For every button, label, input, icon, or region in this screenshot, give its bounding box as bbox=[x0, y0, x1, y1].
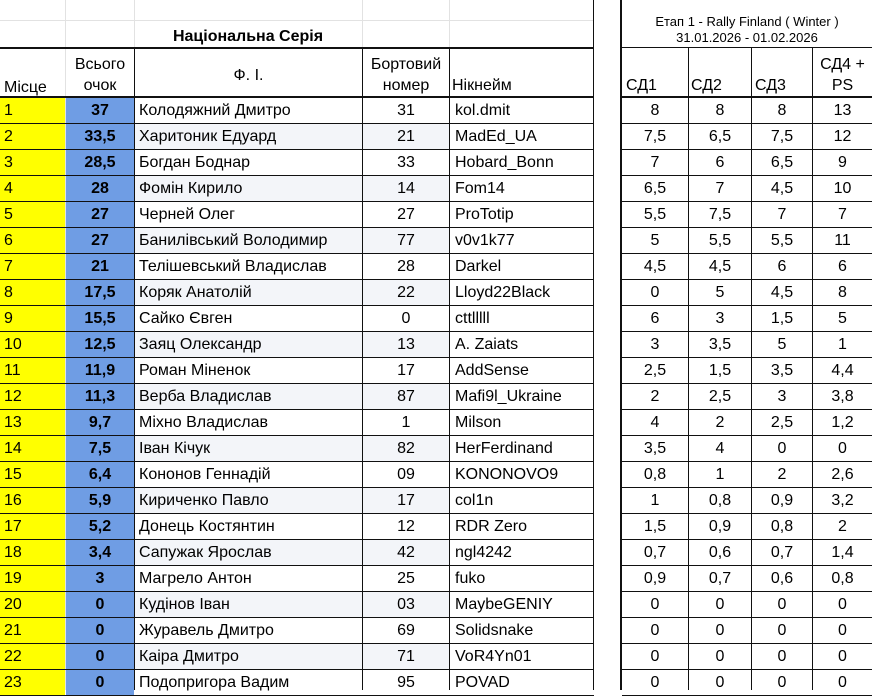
sd4-cell: 13 bbox=[833, 102, 852, 119]
header-border bbox=[0, 47, 594, 49]
col-header-place: Місце bbox=[4, 79, 47, 96]
points-cell: 12,5 bbox=[66, 332, 134, 358]
sd2-cell: 1 bbox=[715, 466, 725, 483]
sd4-cell: 5 bbox=[838, 310, 847, 327]
car-number-cell: 14 bbox=[363, 176, 449, 202]
driver-name-cell: Магрело Антон bbox=[139, 570, 252, 587]
sd3-cell: 2,5 bbox=[770, 414, 794, 431]
sd2-cell: 2,5 bbox=[708, 388, 732, 405]
points-cell: 27 bbox=[66, 202, 134, 228]
sd1-cell: 2 bbox=[650, 388, 660, 405]
nickname-cell: MaybeGENIY bbox=[455, 596, 553, 613]
sd4-cell: 0 bbox=[838, 440, 847, 457]
col-header-points-line2: очок bbox=[83, 77, 117, 94]
header-border bbox=[622, 96, 872, 98]
sd1-cell: 2,5 bbox=[643, 362, 667, 379]
points-cell: 11,3 bbox=[66, 384, 134, 410]
driver-name-cell: Колодяжний Дмитро bbox=[139, 102, 291, 119]
place-cell: 20 bbox=[0, 592, 65, 618]
driver-name-cell: Телішевський Владислав bbox=[139, 258, 327, 275]
driver-name-cell: Кириченко Павло bbox=[135, 488, 362, 514]
driver-name-cell: Верба Владислав bbox=[135, 384, 362, 410]
sd3-cell: 0 bbox=[777, 596, 787, 613]
car-number-cell: 09 bbox=[397, 466, 415, 483]
driver-name-cell: Сайко Євген bbox=[139, 310, 233, 327]
table-border bbox=[620, 0, 622, 690]
sd2-cell: 7,5 bbox=[708, 206, 732, 223]
sd1-cell: 7,5 bbox=[643, 128, 667, 145]
sd3-cell: 4,5 bbox=[770, 180, 794, 197]
driver-name-cell: Заяц Олександр bbox=[135, 332, 362, 358]
sd1-cell: 3,5 bbox=[643, 440, 667, 457]
sd3-cell: 0 bbox=[777, 674, 787, 691]
column-border bbox=[134, 48, 135, 690]
sd1-cell: 6 bbox=[650, 310, 660, 327]
sd3-cell: 5,5 bbox=[770, 232, 794, 249]
nickname-cell: col1n bbox=[455, 492, 494, 509]
nickname-cell: A. Zaiats bbox=[455, 336, 519, 353]
sd3-cell: 2 bbox=[777, 466, 787, 483]
place-cell: 21 bbox=[0, 618, 65, 644]
points-cell: 7,5 bbox=[66, 436, 134, 462]
sd2-cell: 0,9 bbox=[708, 518, 732, 535]
points-cell: 0 bbox=[66, 618, 134, 644]
place-cell: 7 bbox=[0, 254, 65, 280]
place-cell: 18 bbox=[0, 540, 65, 566]
stage-title: Етап 1 - Rally Finland ( Winter ) bbox=[655, 14, 839, 29]
points-cell: 33,5 bbox=[66, 124, 134, 150]
car-number-cell: 71 bbox=[363, 644, 449, 670]
sd1-cell: 4,5 bbox=[643, 258, 667, 275]
driver-name-cell: Сапужак Ярослав bbox=[135, 540, 362, 566]
car-number-cell: 17 bbox=[397, 362, 415, 379]
nickname-cell: Solidsnake bbox=[455, 622, 534, 639]
sd2-cell: 1,5 bbox=[708, 362, 732, 379]
sd1-cell: 0 bbox=[650, 622, 660, 639]
sd2-cell: 5 bbox=[715, 284, 725, 301]
car-number-cell: 13 bbox=[363, 332, 449, 358]
sd4-cell: 3,8 bbox=[831, 388, 854, 405]
nickname-cell: POVAD bbox=[455, 674, 510, 691]
sd1-cell: 0,8 bbox=[643, 466, 667, 483]
sd1-cell: 7 bbox=[650, 154, 660, 171]
points-cell: 5,2 bbox=[66, 514, 134, 540]
nickname-cell: v0v1k77 bbox=[455, 232, 515, 249]
car-number-cell: 82 bbox=[363, 436, 449, 462]
sd4-cell: 7 bbox=[838, 206, 847, 223]
points-cell: 28 bbox=[66, 176, 134, 202]
nickname-cell: RDR Zero bbox=[455, 518, 528, 535]
nickname-cell: Milson bbox=[455, 414, 502, 431]
sd1-cell: 0 bbox=[650, 674, 660, 691]
column-border bbox=[812, 48, 813, 690]
driver-name-cell: Коряк Анатолій bbox=[135, 280, 362, 306]
place-cell: 14 bbox=[0, 436, 65, 462]
sd4-cell: 1,4 bbox=[831, 544, 854, 561]
col-header-sd4-line1: СД4 + bbox=[820, 56, 865, 73]
sd3-cell: 0 bbox=[777, 648, 787, 665]
grid-line bbox=[449, 0, 450, 48]
car-number-cell: 0 bbox=[401, 310, 411, 327]
sd4-cell: 10 bbox=[833, 180, 852, 197]
sd3-cell: 0 bbox=[777, 440, 787, 457]
place-cell: 9 bbox=[0, 306, 65, 332]
sd3-cell: 7,5 bbox=[770, 128, 794, 145]
nickname-cell: ngl4242 bbox=[455, 544, 512, 561]
sd4-cell: 4,4 bbox=[831, 362, 854, 379]
grid-line bbox=[0, 20, 594, 21]
sd2-cell: 3 bbox=[715, 310, 725, 327]
car-number-cell: 95 bbox=[397, 674, 415, 691]
sd2-cell: 4,5 bbox=[708, 258, 732, 275]
sd4-cell: 12 bbox=[833, 128, 852, 145]
sd1-cell: 0 bbox=[650, 648, 660, 665]
points-cell: 15,5 bbox=[66, 306, 134, 332]
points-cell: 11,9 bbox=[66, 358, 134, 384]
header-border bbox=[0, 96, 594, 98]
car-number-cell: 87 bbox=[363, 384, 449, 410]
sd3-cell: 3 bbox=[777, 388, 787, 405]
place-cell: 23 bbox=[0, 670, 65, 696]
sd4-cell: 0 bbox=[838, 622, 847, 639]
stage-dates: 31.01.2026 - 01.02.2026 bbox=[676, 30, 818, 45]
sd1-cell: 1,5 bbox=[643, 518, 667, 535]
sd4-cell: 6 bbox=[838, 258, 847, 275]
car-number-cell: 17 bbox=[363, 488, 449, 514]
sd2-cell: 0 bbox=[715, 648, 725, 665]
sd3-cell: 6,5 bbox=[770, 154, 794, 171]
column-border bbox=[751, 48, 752, 690]
sd2-cell: 0,7 bbox=[708, 570, 732, 587]
col-header-number-line2: номер bbox=[382, 77, 430, 94]
place-cell: 17 bbox=[0, 514, 65, 540]
place-cell: 6 bbox=[0, 228, 65, 254]
sd3-cell: 5 bbox=[777, 336, 787, 353]
car-number-cell: 28 bbox=[397, 258, 415, 275]
points-cell: 9,7 bbox=[66, 410, 134, 436]
sd3-cell: 8 bbox=[777, 102, 787, 119]
sd2-cell: 5,5 bbox=[708, 232, 732, 249]
sd3-cell: 7 bbox=[777, 206, 787, 223]
place-cell: 11 bbox=[0, 358, 65, 384]
grid-line bbox=[362, 0, 363, 48]
nickname-cell: Mafi9l_Ukraine bbox=[455, 388, 562, 405]
series-title: Національна Серія bbox=[172, 28, 324, 45]
sd3-cell: 3,5 bbox=[770, 362, 794, 379]
sd2-cell: 0 bbox=[715, 596, 725, 613]
driver-name-cell: Журавель Дмитро bbox=[139, 622, 274, 639]
sd1-cell: 4 bbox=[650, 414, 660, 431]
sd3-cell: 0,7 bbox=[770, 544, 794, 561]
car-number-cell: 33 bbox=[397, 154, 415, 171]
sd2-cell: 0,6 bbox=[708, 544, 732, 561]
sd2-cell: 7 bbox=[715, 180, 725, 197]
sd1-cell: 1 bbox=[650, 492, 660, 509]
points-cell: 21 bbox=[66, 254, 134, 280]
driver-name-cell: Іван Кічук bbox=[135, 436, 362, 462]
place-cell: 3 bbox=[0, 150, 65, 176]
sd2-cell: 2 bbox=[715, 414, 725, 431]
place-cell: 13 bbox=[0, 410, 65, 436]
sd1-cell: 6,5 bbox=[643, 180, 667, 197]
sd4-cell: 0,8 bbox=[831, 570, 854, 587]
points-cell: 27 bbox=[66, 228, 134, 254]
car-number-cell: 31 bbox=[397, 102, 415, 119]
column-border bbox=[362, 48, 363, 690]
nickname-cell: ProTotip bbox=[455, 206, 514, 223]
table-border bbox=[593, 0, 594, 690]
sd1-cell: 5,5 bbox=[643, 206, 667, 223]
points-cell: 37 bbox=[66, 98, 134, 124]
sd2-cell: 6,5 bbox=[708, 128, 732, 145]
col-header-sd1: СД1 bbox=[626, 77, 657, 94]
car-number-cell: 21 bbox=[363, 124, 449, 150]
driver-name-cell: Міхно Владислав bbox=[139, 414, 268, 431]
nickname-cell: VoR4Yn01 bbox=[455, 648, 532, 665]
sd3-cell: 0,9 bbox=[770, 492, 794, 509]
sd4-cell: 2 bbox=[838, 518, 847, 535]
column-border bbox=[688, 48, 689, 690]
sd4-cell: 3,2 bbox=[831, 492, 854, 509]
col-header-sd2: СД2 bbox=[691, 77, 722, 94]
place-cell: 10 bbox=[0, 332, 65, 358]
driver-name-cell: Кудінов Іван bbox=[135, 592, 362, 618]
car-number-cell: 12 bbox=[397, 518, 415, 535]
car-number-cell: 25 bbox=[397, 570, 415, 587]
sd4-cell: 1 bbox=[838, 336, 847, 353]
driver-name-cell: Роман Міненок bbox=[139, 362, 251, 379]
sd1-cell: 5 bbox=[650, 232, 660, 249]
driver-name-cell: Черней Олег bbox=[139, 206, 235, 223]
sd4-cell: 0 bbox=[838, 648, 847, 665]
sd1-cell: 0 bbox=[650, 284, 660, 301]
nickname-cell: AddSense bbox=[455, 362, 529, 379]
sd2-cell: 8 bbox=[715, 102, 725, 119]
points-cell: 3 bbox=[66, 566, 134, 592]
sd3-cell: 0,6 bbox=[770, 570, 794, 587]
place-cell: 19 bbox=[0, 566, 65, 592]
place-cell: 15 bbox=[0, 462, 65, 488]
nickname-cell: HerFerdinand bbox=[455, 440, 553, 457]
sd2-cell: 0 bbox=[715, 674, 725, 691]
sd1-cell: 0 bbox=[650, 596, 660, 613]
place-cell: 1 bbox=[0, 98, 65, 124]
points-cell: 6,4 bbox=[66, 462, 134, 488]
driver-name-cell: Донець Костянтин bbox=[139, 518, 275, 535]
sd4-cell: 8 bbox=[838, 284, 847, 301]
points-cell: 28,5 bbox=[66, 150, 134, 176]
header-border bbox=[622, 47, 872, 48]
sd2-cell: 0,8 bbox=[708, 492, 732, 509]
sd3-cell: 0,8 bbox=[770, 518, 794, 535]
sd3-cell: 6 bbox=[777, 258, 787, 275]
col-header-points-line1: Всього bbox=[74, 56, 126, 73]
place-cell: 16 bbox=[0, 488, 65, 514]
col-header-sd4-line2: PS bbox=[831, 77, 854, 94]
sd1-cell: 3 bbox=[650, 336, 660, 353]
driver-name-cell: Кононов Геннадій bbox=[139, 466, 271, 483]
nickname-cell: Fom14 bbox=[455, 180, 505, 197]
col-header-nick: Нікнейм bbox=[452, 77, 512, 94]
place-cell: 5 bbox=[0, 202, 65, 228]
points-cell: 0 bbox=[66, 592, 134, 618]
sd2-cell: 6 bbox=[715, 154, 725, 171]
nickname-cell: KONONOVO9 bbox=[455, 466, 559, 483]
place-cell: 4 bbox=[0, 176, 65, 202]
col-header-name: Ф. І. bbox=[233, 67, 264, 84]
points-cell: 3,4 bbox=[66, 540, 134, 566]
nickname-cell: fuko bbox=[455, 570, 486, 587]
sd2-cell: 0 bbox=[715, 622, 725, 639]
sd4-cell: 1,2 bbox=[831, 414, 854, 431]
sd4-cell: 0 bbox=[838, 596, 847, 613]
driver-name-cell: Харитоник Едуард bbox=[135, 124, 362, 150]
sd2-cell: 4 bbox=[715, 440, 725, 457]
sd1-cell: 0,9 bbox=[643, 570, 667, 587]
points-cell: 5,9 bbox=[66, 488, 134, 514]
car-number-cell: 03 bbox=[363, 592, 449, 618]
nickname-cell: cttlllll bbox=[455, 310, 490, 327]
car-number-cell: 27 bbox=[397, 206, 415, 223]
driver-name-cell: Подопригора Вадим bbox=[139, 674, 290, 691]
sd4-cell: 11 bbox=[834, 232, 851, 249]
sd4-cell: 9 bbox=[838, 154, 847, 171]
nickname-cell: Darkel bbox=[455, 258, 502, 275]
sd4-cell: 0 bbox=[838, 674, 847, 691]
points-cell: 17,5 bbox=[66, 280, 134, 306]
place-cell: 22 bbox=[0, 644, 65, 670]
col-header-number-line1: Бортовий bbox=[370, 56, 442, 73]
col-header-sd3: СД3 bbox=[755, 77, 786, 94]
nickname-cell: Hobard_Bonn bbox=[455, 154, 554, 171]
driver-name-cell: Каіра Дмитро bbox=[135, 644, 362, 670]
car-number-cell: 42 bbox=[363, 540, 449, 566]
driver-name-cell: Банилівський Володимир bbox=[135, 228, 362, 254]
place-cell: 2 bbox=[0, 124, 65, 150]
car-number-cell: 77 bbox=[363, 228, 449, 254]
sd3-cell: 4,5 bbox=[770, 284, 794, 301]
driver-name-cell: Фомін Кирило bbox=[135, 176, 362, 202]
driver-name-cell: Богдан Боднар bbox=[139, 154, 251, 171]
sd3-cell: 0 bbox=[777, 622, 787, 639]
place-cell: 8 bbox=[0, 280, 65, 306]
car-number-cell: 1 bbox=[401, 414, 411, 431]
nickname-cell: MadEd_UA bbox=[455, 128, 537, 145]
place-cell: 12 bbox=[0, 384, 65, 410]
car-number-cell: 69 bbox=[397, 622, 415, 639]
column-border bbox=[449, 48, 450, 690]
nickname-cell: kol.dmit bbox=[455, 102, 511, 119]
points-cell: 0 bbox=[66, 670, 134, 696]
sd2-cell: 3,5 bbox=[708, 336, 732, 353]
car-number-cell: 22 bbox=[363, 280, 449, 306]
nickname-cell: Lloyd22Black bbox=[455, 284, 551, 301]
sd1-cell: 8 bbox=[650, 102, 660, 119]
sd1-cell: 0,7 bbox=[643, 544, 667, 561]
sd3-cell: 1,5 bbox=[770, 310, 794, 327]
points-cell: 0 bbox=[66, 644, 134, 670]
sd4-cell: 2,6 bbox=[831, 466, 854, 483]
